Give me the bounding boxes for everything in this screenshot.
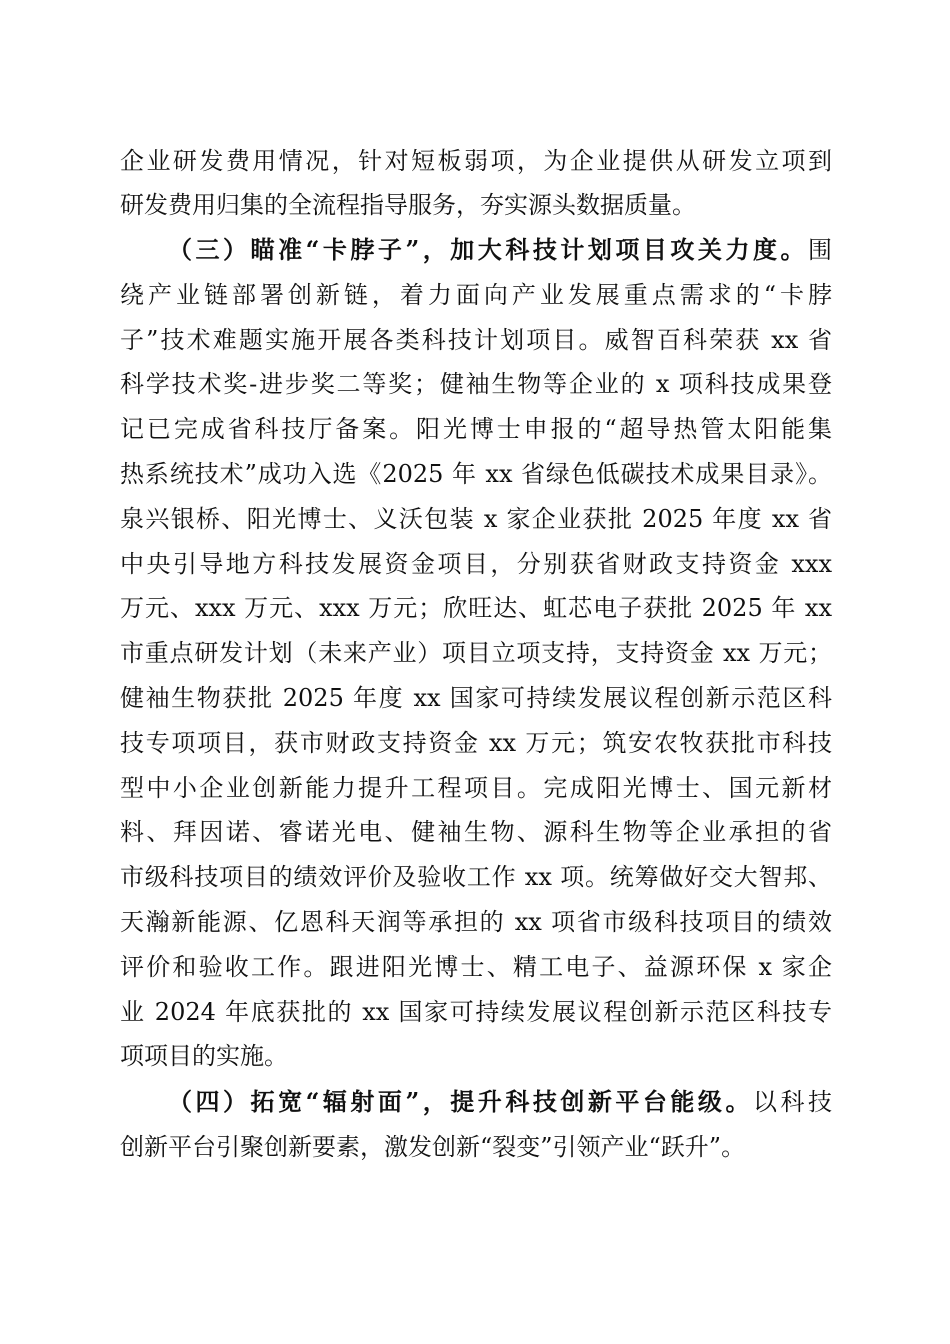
- paragraph-2-line: 绕产业链部署创新链，着力面向产业发展重点需求的“卡脖: [120, 281, 832, 309]
- section-four-heading: （四）拓宽“辐射面”，提升科技创新平台能级。: [168, 1087, 753, 1116]
- paragraph-2-line: 天瀚新能源、亿恩科天润等承担的 xx 项省市级科技项目的绩效: [120, 908, 832, 936]
- paragraph-2-line: 万元、xxx 万元、xxx 万元；欣旺达、虹芯电子获批 2025 年 xx: [120, 594, 832, 622]
- paragraph-2-line: 市级科技项目的绩效评价及验收工作 xx 项。统筹做好交大智邦、: [120, 863, 832, 891]
- paragraph-2-line: 技专项项目，获市财政支持资金 xx 万元；筑安农牧获批市科技: [120, 729, 832, 757]
- paragraph-2-line: 市重点研发计划（未来产业）项目立项支持，支持资金 xx 万元；: [120, 639, 832, 667]
- paragraph-3-first-line-rest: 以科技: [752, 1088, 833, 1116]
- paragraph-3-line: 创新平台引聚创新要素，激发创新“裂变”引领产业“跃升”。: [120, 1133, 746, 1161]
- paragraph-2-first-line-rest: 围: [808, 236, 832, 264]
- paragraph-2-line: 记已完成省科技厅备案。阳光博士申报的“超导热管太阳能集: [120, 415, 832, 443]
- paragraph-2-line: 健袖生物获批 2025 年度 xx 国家可持续发展议程创新示范区科: [120, 684, 832, 712]
- section-three-heading: （三）瞄准“卡脖子”，加大科技计划项目攻关力度。: [168, 235, 808, 264]
- paragraph-3-first-line: [168, 1082, 832, 1122]
- paragraph-2-line: 料、拜因诺、睿诺光电、健袖生物、源科生物等企业承担的省: [120, 818, 832, 846]
- paragraph-2-line: 型中小企业创新能力提升工程项目。完成阳光博士、国元新材: [120, 774, 832, 802]
- paragraph-2-line: 评价和验收工作。跟进阳光博士、精工电子、益源环保 x 家企: [120, 953, 832, 981]
- paragraph-2-line: 中央引导地方科技发展资金项目，分别获省财政支持资金 xxx: [120, 550, 832, 578]
- paragraph-2-line: 项项目的实施。: [120, 1042, 288, 1070]
- paragraph-2-line: 泉兴银桥、阳光博士、义沃包装 x 家企业获批 2025 年度 xx 省: [120, 505, 832, 533]
- paragraph-2-line: 业 2024 年底获批的 xx 国家可持续发展议程创新示范区科技专: [120, 998, 832, 1026]
- paragraph-2-first-line: [168, 230, 832, 270]
- paragraph-1-line-1: 企业研发费用情况，针对短板弱项，为企业提供从研发立项到: [120, 147, 832, 175]
- paragraph-1-line-2: 研发费用归集的全流程指导服务，夯实源头数据质量。: [120, 191, 696, 219]
- paragraph-2-line: 科学技术奖-进步奖二等奖；健袖生物等企业的 x 项科技成果登: [120, 370, 832, 398]
- paragraph-2-line: 热系统技术”成功入选《2025 年 xx 省绿色低碳技术成果目录》。: [120, 460, 832, 488]
- paragraph-2-line: 子”技术难题实施开展各类科技计划项目。威智百科荣获 xx 省: [120, 326, 832, 354]
